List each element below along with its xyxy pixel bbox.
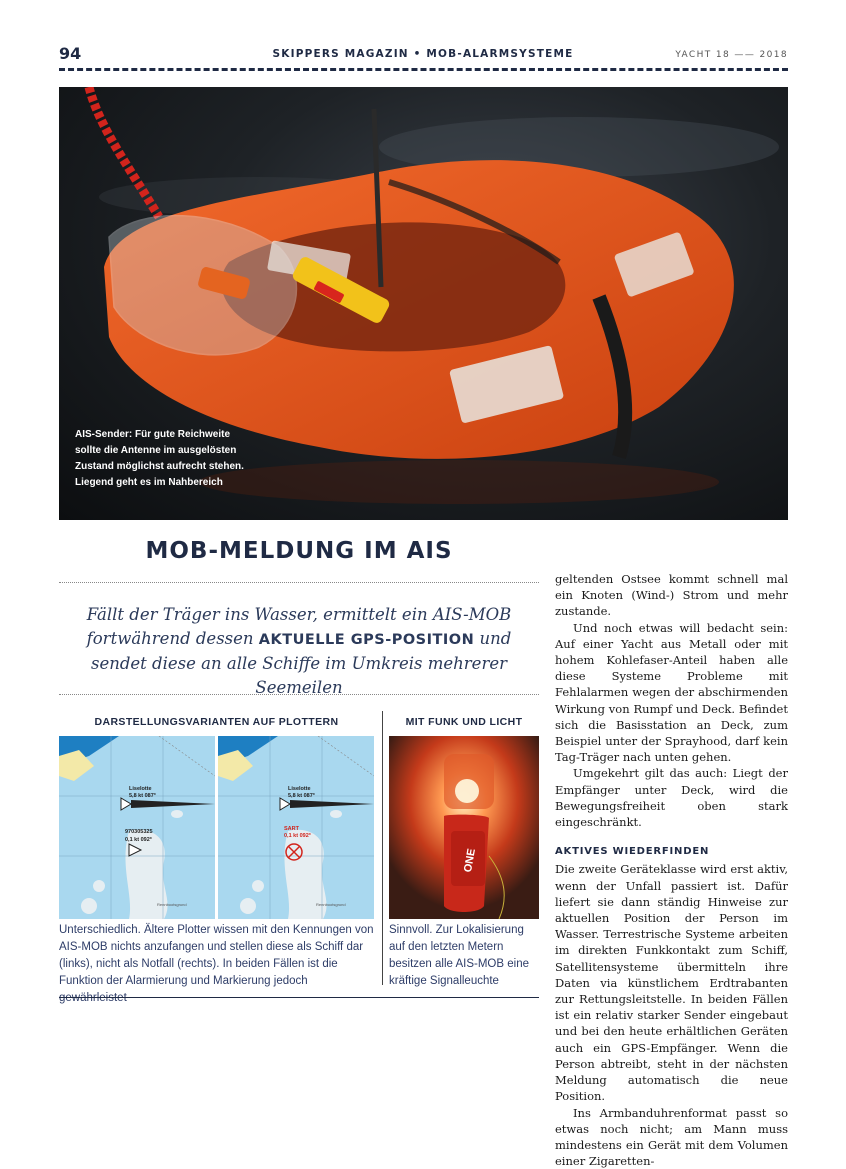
body-paragraph: Und noch etwas will bedacht sein: Auf einer Yacht aus Metall oder mit hohem Kohlefaser-Anteil haben alle diese Systeme Probleme mit Fehlalarmen wegen der abschirmenden Wirkung von Rumpf und Deck. Befindet sich die Basisstation an Deck, zum Beispiel unter der Sprayhood, darf kein Tag-Träger nach unten gehen.	[555, 620, 788, 766]
plotter-label: Rennbootsgrund	[157, 902, 187, 907]
page-number: 94	[59, 44, 81, 63]
body-paragraph: Umgekehrt gilt das auch: Liegt der Empfänger unter Deck, wird die Bewegungsfreiheit oben stark eingeschränkt.	[555, 765, 788, 830]
plotter-label: 5,8 kt 087°	[129, 793, 156, 799]
body-paragraph: Ins Armbanduhrenformat passt so etwas noch nicht; am Mann muss mindestens ein Gerät mit dem Volumen einer Zigaretten-	[555, 1105, 788, 1169]
running-head: SKIPPERS MAGAZIN • MOB-ALARMSYSTEME	[250, 48, 596, 60]
lead-text-end: und sendet diese an alle Schiffe im Umkreis mehrerer Seemeilen	[91, 629, 511, 697]
lead-text-start: Fällt der Träger ins Wasser, ermittelt ein AIS-MOB fortwährend dessen	[87, 605, 512, 648]
plotter-panel-title: DARSTELLUNGSVARIANTEN AUF PLOTTERN	[59, 716, 374, 728]
headline-rule	[59, 582, 539, 583]
body-paragraph: Die zweite Geräteklasse wird erst aktiv, wenn der Unfall passiert ist. Dafür liefert sie dann ständig Hinweise zur aktuellen Position der Person im Wasser. Terrestrische Systeme arbeiten im direkten Funkkontakt zum Schiff, Satellitensysteme übermitteln ihre Daten via künstlichem Erdtrabanten zur Rettungsleitstelle. In beiden Fällen ist ein relativ starker Sender eingebaut und bei den heute erhältlichen Geräten auch ein GPS-Empfänger. Wenn die Person abtreibt, steht in der nächsten Meldung automatisch die neue Position.	[555, 861, 788, 1104]
plotter-label: 5,8 kt 087°	[288, 793, 315, 799]
plotter-label: 970305325	[125, 829, 153, 835]
panel-bottom-rule	[59, 997, 539, 998]
signal-light-photo	[389, 736, 539, 919]
article-lead	[59, 603, 539, 700]
section-subhead: AKTIVES WIEDERFINDEN	[555, 844, 788, 860]
plotter-map-left	[59, 736, 215, 919]
device-label: ONE	[462, 848, 478, 874]
body-column	[555, 571, 788, 1169]
plotter-label: Liselotte	[288, 786, 311, 792]
hero-photo	[59, 87, 788, 520]
plotter-label: 0,1 kt 092°	[284, 833, 311, 839]
light-panel-title: MIT FUNK UND LICHT	[389, 716, 539, 728]
article-headline: MOB-MELDUNG IM AIS	[59, 538, 539, 564]
lead-highlight: AKTUELLE GPS-POSITION	[259, 632, 475, 648]
plotter-label: Liselotte	[129, 786, 152, 792]
plotter-label: SART	[284, 826, 300, 832]
hero-caption: AIS-Sender: Für gute Reichweite sollte die Antenne im ausgelösten Zustand möglichst aufrecht stehen. Liegend geht es im Nahbereich	[75, 427, 255, 491]
plotter-label: Rennbootsgrund	[316, 902, 346, 907]
plotter-screens	[59, 736, 374, 919]
panel-divider	[382, 711, 383, 985]
light-caption: Sinnvoll. Zur Lokalisierung auf den letzten Metern besitzen alle AIS-MOB eine kräftige Signalleuchte	[389, 922, 539, 990]
plotter-map-right	[218, 736, 374, 919]
header-rule	[59, 68, 788, 71]
plotter-label: 0,1 kt 092°	[125, 837, 152, 843]
issue-label: YACHT 18 —— 2018	[658, 50, 788, 60]
plotter-caption: Unterschiedlich. Ältere Plotter wissen mit den Kennungen von AIS-MOB nichts anzufangen und stellen diese als Schiff dar (links), nicht als Notfall (rechts). In beiden Fällen ist die Funktion der Alarmierung und Markierung jedoch gewährleistet	[59, 922, 377, 1007]
lead-rule	[59, 694, 539, 695]
body-paragraph: geltenden Ostsee kommt schnell mal ein Knoten (Wind-) Strom und mehr zustande.	[555, 571, 788, 620]
